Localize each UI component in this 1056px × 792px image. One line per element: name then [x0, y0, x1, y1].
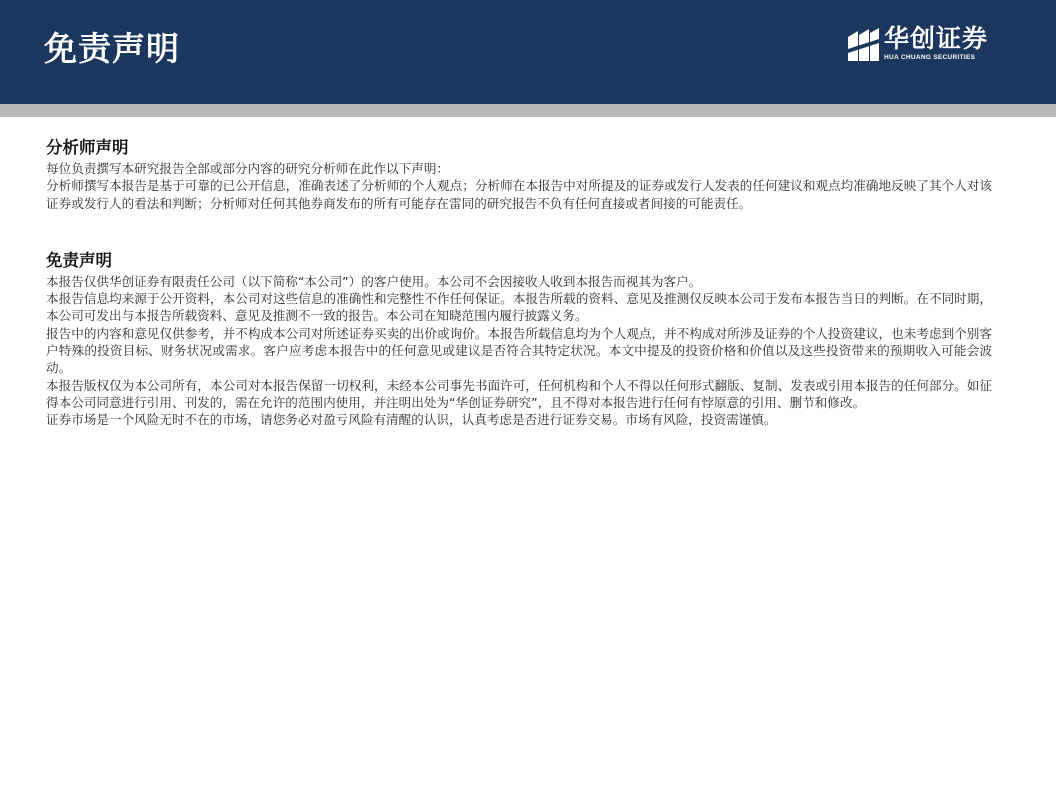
- section-heading: 免责声明: [46, 250, 112, 270]
- page-title: 免责声明: [44, 29, 180, 68]
- hua-chuang-logo-icon: [846, 27, 880, 63]
- paragraph: 分析师撰写本报告是基于可靠的已公开信息，准确表述了分析师的个人观点；分析师在本报告中对所提及的证券或发行人发表的任何建议和观点均准确地反映了其个人对该证券或发行人的看法和判断；分析师对任何其他券商发布的所有可能存在雷同的研究报告不负有任何直接或者间接的可能责任。: [46, 178, 992, 211]
- paragraph: 本报告版权仅为本公司所有，本公司对本报告保留一切权利，未经本公司事先书面许可，任何机构和个人不得以任何形式翻版、复制、发表或引用本报告的任何部分。如征得本公司同意进行引用、刊发的，需在允许的范围内使用，并注明出处为“华创证券研究”，且不得对本报告进行任何有悖原意的引用、删节和修改。: [46, 377, 992, 410]
- section-spacer: [46, 212, 992, 249]
- paragraph: 本报告仅供华创证券有限责任公司（以下简称“本公司”）的客户使用。本公司不会因接收人收到本报告而视其为客户。: [46, 273, 702, 289]
- logo-company-name: 华创证券: [884, 24, 989, 53]
- paragraph: 本报告信息均来源于公开资料，本公司对这些信息的准确性和完整性不作任何保证。本报告所载的资料、意见及推测仅反映本公司于发布本报告当日的判断。在不同时期，本公司可发出与本报告所载资料、意见及推测不一致的报告。本公司在知晓范围内履行披露义务。: [46, 291, 992, 324]
- disclaimer-content: [46, 136, 992, 429]
- header-bar: [0, 0, 1056, 104]
- disclaimer-section: [46, 249, 992, 429]
- paragraph: 证券市场是一个风险无时不在的市场，请您务必对盈亏风险有清醒的认识，认真考虑是否进行证券交易。市场有风险，投资需谨慎。: [46, 412, 777, 428]
- company-logo: [846, 26, 996, 66]
- paragraph: 报告中的内容和意见仅供参考，并不构成本公司对所述证券买卖的出价或询价。本报告所载信息均为个人观点，并不构成对所涉及证券的个人投资建议，也未考虑到个别客户特殊的投资目标、财务状况或需求。客户应考虑本报告中的任何意见或建议是否符合其特定状况。本文中提及的投资价格和价值以及这些投资带来的预期收入可能会波动。: [46, 325, 992, 376]
- paragraph: 每位负责撰写本研究报告全部或部分内容的研究分析师在此作以下声明：: [46, 161, 449, 176]
- section-heading: 分析师声明: [46, 138, 129, 157]
- logo-company-subtitle: HUA CHUANG SECURITIES: [884, 54, 976, 61]
- analyst-statement-section: [46, 136, 992, 212]
- header-divider-band: [0, 104, 1056, 117]
